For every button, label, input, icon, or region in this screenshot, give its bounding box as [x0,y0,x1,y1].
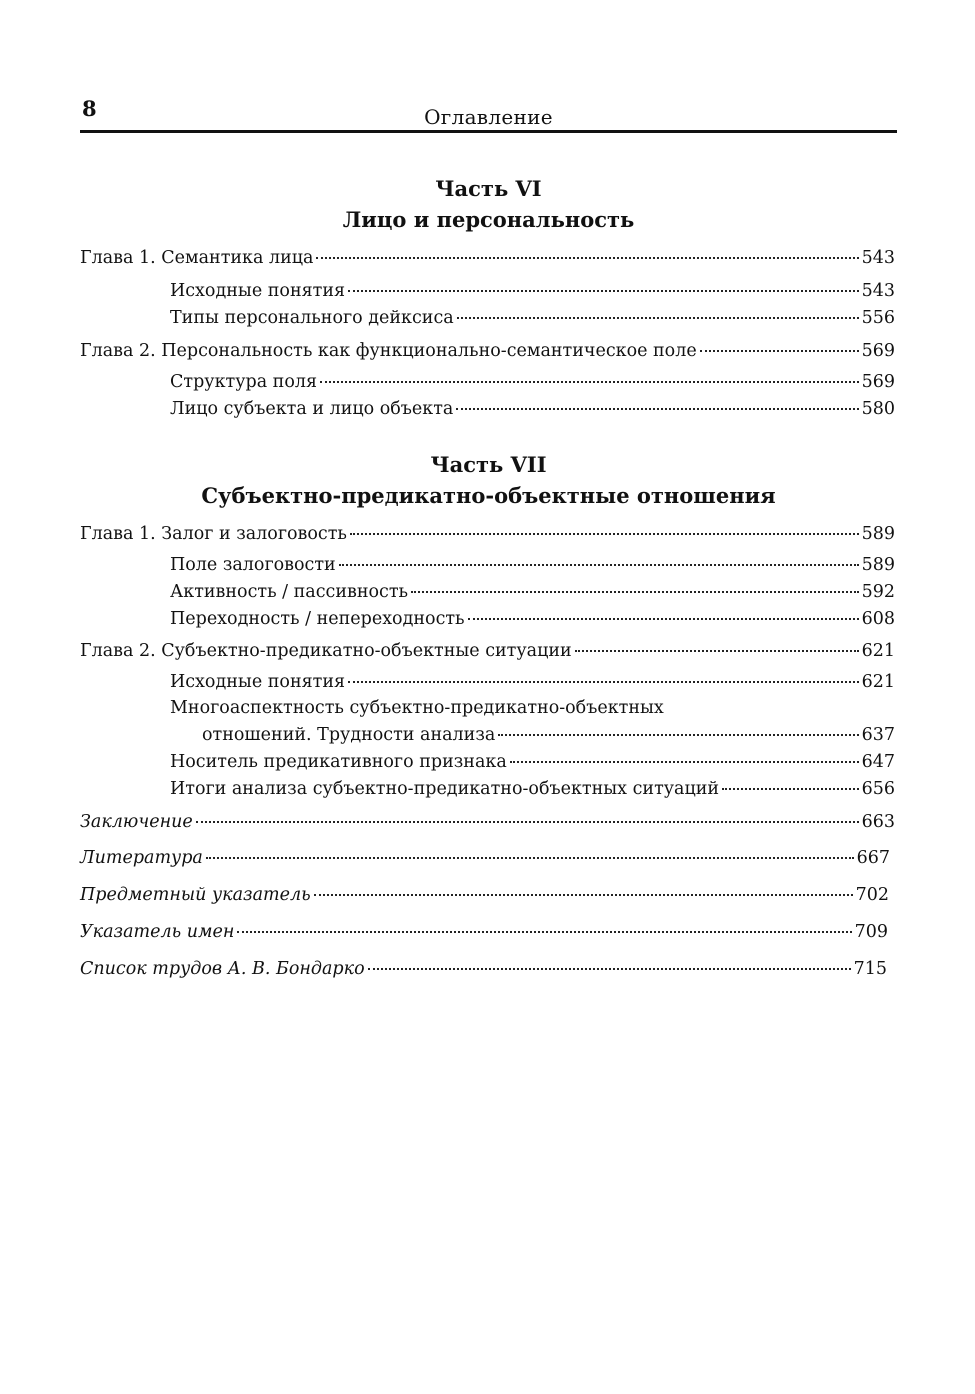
entry-page: 569 [861,341,895,361]
entry-page: 709 [854,922,888,942]
dot-leader [237,930,851,933]
toc-entry-multiaspect-line1[interactable]: Многоаспектность субъектно-предикатно-объектных [170,698,664,718]
toc-entry-initial-concepts-2[interactable] [170,672,895,692]
entry-page: 663 [861,812,895,832]
entry-page: 702 [855,885,889,905]
entry-label: Глава 2. Персональность как функционально-семантическое поле [80,341,697,361]
entry-label: Предметный указатель [80,885,311,905]
toc-entry-ch1-semantics[interactable] [80,248,895,268]
entry-page: 589 [861,555,895,575]
part-7-label: Часть VII [430,452,547,477]
entry-page: 580 [861,399,895,419]
entry-page: 569 [861,372,895,392]
toc-entry-multiaspect[interactable] [202,725,895,745]
dot-leader [196,820,859,823]
part-6-label: Часть VI [435,176,542,201]
entry-page: 608 [861,609,895,629]
dot-leader [468,617,859,620]
toc-entry-subject-object-person[interactable] [170,399,895,419]
dot-leader [339,563,859,566]
entry-label: Структура поля [170,372,318,392]
entry-label: Глава 1. Залог и залоговость [80,524,347,544]
entry-page: 589 [861,524,895,544]
dot-leader [722,787,859,790]
toc-entry-bondarko-works[interactable] [80,959,887,979]
entry-label: Переходность / непереходность [170,609,465,629]
entry-page: 647 [861,752,895,772]
entry-label: Активность / пассивность [170,582,409,602]
dot-leader [700,349,859,352]
toc-entry-deixis-types[interactable] [170,308,895,328]
dot-leader [457,316,859,319]
dot-leader [368,967,851,970]
entry-label: Указатель имен [80,922,235,942]
dot-leader [316,256,858,259]
entry-page: 667 [856,848,890,868]
entry-label: Исходные понятия [170,672,346,692]
toc-entry-literature[interactable] [80,848,890,868]
dot-leader [348,680,859,683]
dot-leader [314,893,853,896]
entry-page: 621 [861,672,895,692]
entry-page: 543 [861,248,895,268]
toc-entry-ch2-personality[interactable] [80,341,895,361]
toc-entry-situations-summary[interactable] [170,779,895,799]
dot-leader [348,289,859,292]
entry-label: Лицо субъекта и лицо объекта [170,399,454,419]
entry-page: 592 [861,582,895,602]
entry-label: Заключение [80,812,193,832]
entry-label: Литература [80,848,203,868]
part-6-title: Лицо и персональность [342,207,635,232]
running-title: Оглавление [424,105,553,129]
toc-entry-name-index[interactable] [80,922,888,942]
toc-entry-predicative-bearer[interactable] [170,752,895,772]
entry-label: Поле залоговости [170,555,336,575]
dot-leader [320,380,859,383]
entry-page: 656 [861,779,895,799]
page-header [80,96,897,133]
entry-label: Глава 2. Субъектно-предикатно-объектные ситуации [80,641,572,661]
entry-label: Типы персонального дейксиса [170,308,454,328]
dot-leader [456,407,858,410]
dot-leader [206,856,854,859]
toc-entry-ch1-voice[interactable] [80,524,895,544]
toc-entry-initial-concepts[interactable] [170,281,895,301]
toc-entry-transitivity[interactable] [170,609,895,629]
entry-label: Исходные понятия [170,281,346,301]
toc-entry-field-structure[interactable] [170,372,895,392]
entry-label: Глава 1. Семантика лица [80,248,314,268]
entry-label: Итоги анализа субъектно-предикатно-объектных ситуаций [170,779,720,799]
toc-entry-conclusion[interactable] [80,812,895,832]
dot-leader [510,760,859,763]
toc-entry-voice-field[interactable] [170,555,895,575]
part-7-title: Субъектно-предикатно-объектные отношения [201,483,776,508]
dot-leader [575,649,859,652]
entry-page: 637 [861,725,895,745]
entry-page: 621 [861,641,895,661]
entry-page: 543 [861,281,895,301]
toc-entry-ch2-situations[interactable] [80,641,895,661]
entry-label: Носитель предикативного признака [170,752,507,772]
entry-page: 556 [861,308,895,328]
dot-leader [498,733,858,736]
entry-page: 715 [853,959,887,979]
entry-label: отношений. Трудности анализа [202,725,496,745]
page-number: 8 [82,96,97,121]
toc-entry-subject-index[interactable] [80,885,889,905]
dot-leader [350,532,859,535]
toc-entry-active-passive[interactable] [170,582,895,602]
dot-leader [411,590,859,593]
entry-label: Список трудов А. В. Бондарко [80,959,365,979]
